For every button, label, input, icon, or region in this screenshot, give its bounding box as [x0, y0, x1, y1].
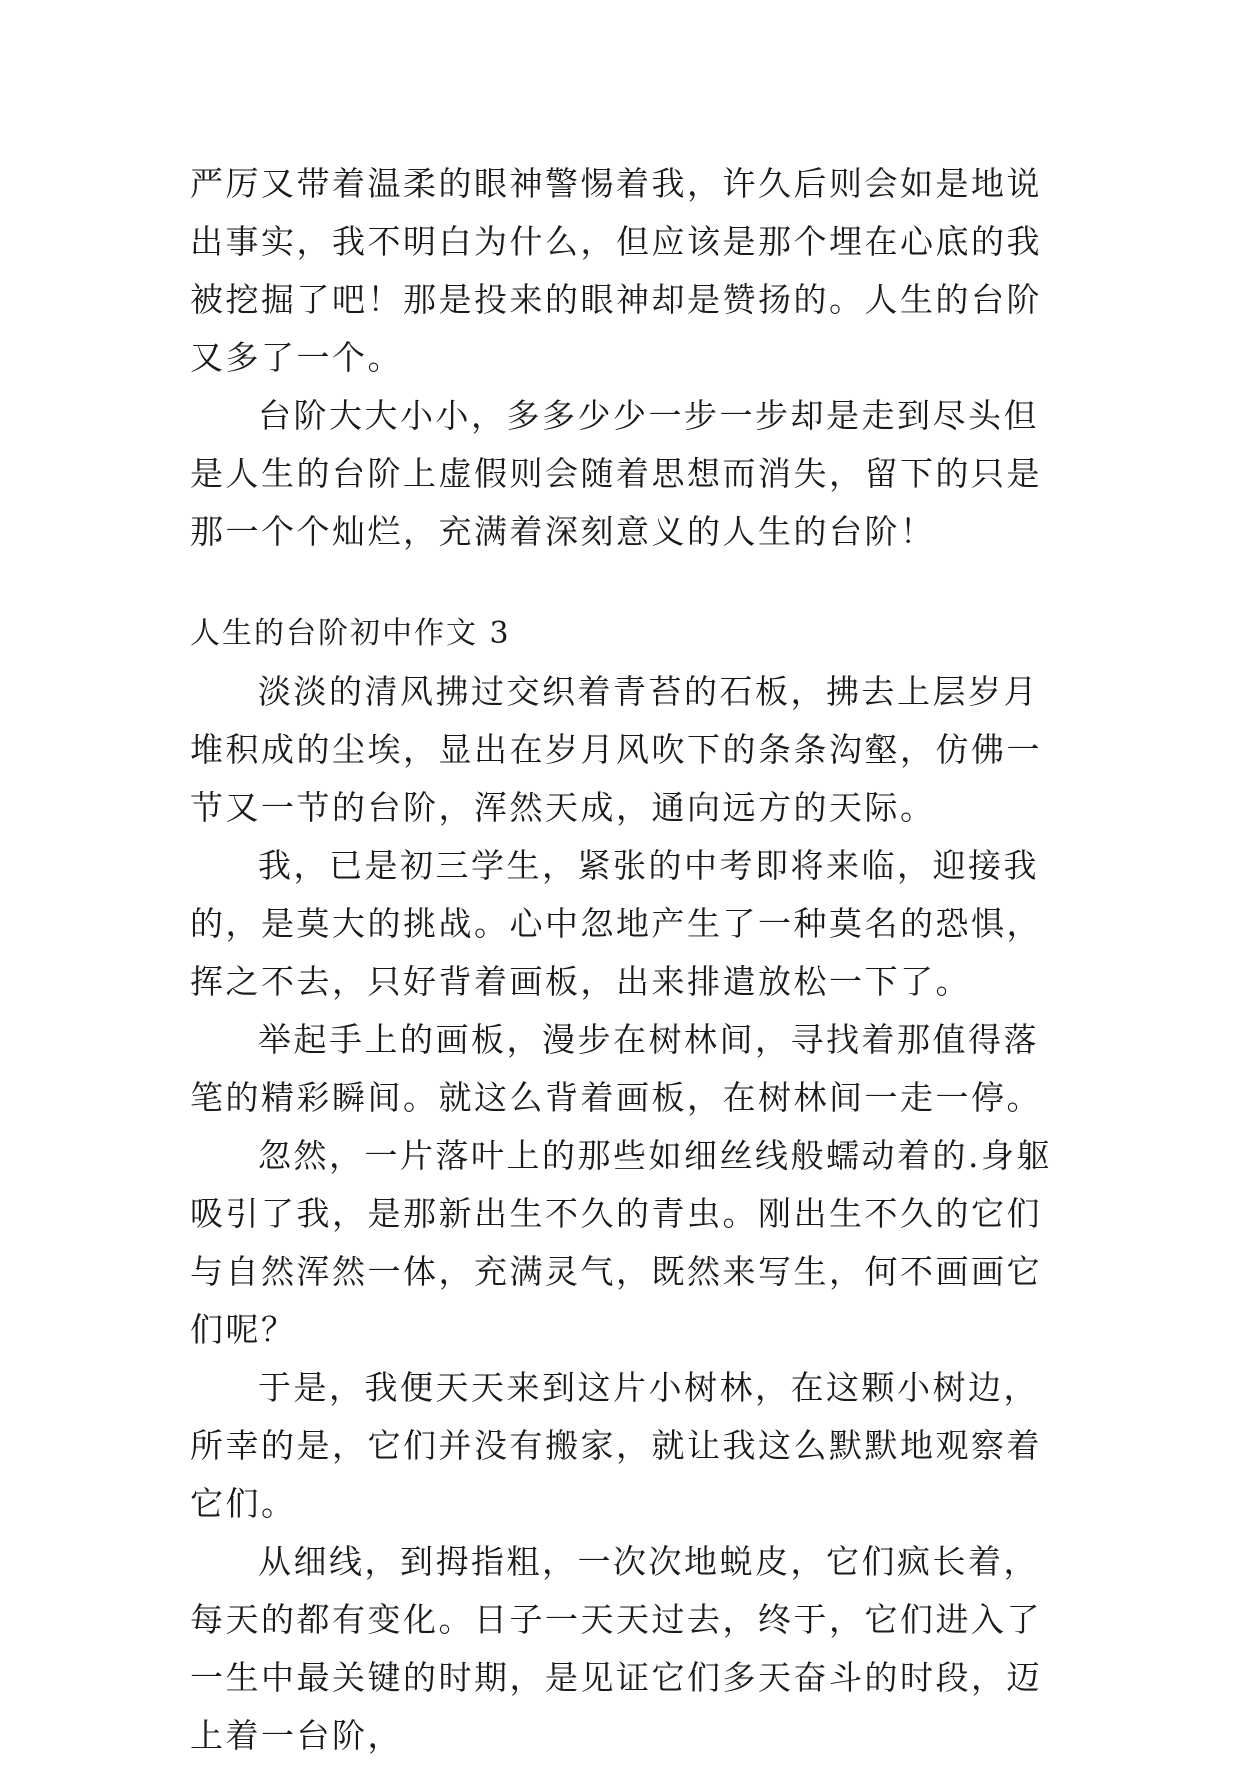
- paragraph: 我，已是初三学生，紧张的中考即将来临，迎接我的，是莫大的挑战。心中忽地产生了一种莫名的恐惧，挥之不去，只好背着画板，出来排遣放松一下了。: [190, 846, 1042, 1001]
- section-title: 人生的台阶初中作文 3: [190, 616, 511, 651]
- paragraph: 忽然，一片落叶上的那些如细丝线般蠕动着的.身躯吸引了我，是那新出生不久的青虫。刚出生不久的它们与自然浑然一体，充满灵气，既然来写生，何不画画它们呢？: [190, 1136, 1052, 1349]
- paragraph: 于是，我便天天来到这片小树林，在这颗小树边，所幸的是，它们并没有搬家，就让我这么默默地观察着它们。: [190, 1368, 1042, 1523]
- paragraph: 淡淡的清风拂过交织着青苔的石板，拂去上层岁月堆积成的尘埃，显出在岁月风吹下的条条沟壑，仿佛一节又一节的台阶，浑然天成，通向远方的天际。: [190, 672, 1042, 827]
- paragraph-continued: 严厉又带着温柔的眼神警惕着我，许久后则会如是地说出事实，我不明白为什么，但应该是那个埋在心底的我被挖掘了吧！那是投来的眼神却是赞扬的。人生的台阶又多了一个。: [190, 164, 1042, 377]
- document-body: [190, 155, 1070, 1765]
- paragraph: 台阶大大小小，多多少少一步一步却是走到尽头但是人生的台阶上虚假则会随着思想而消失，留下的只是那一个个灿烂，充满着深刻意义的人生的台阶！: [190, 396, 1042, 551]
- paragraph: 从细线，到拇指粗，一次次地蜕皮，它们疯长着，每天的都有变化。日子一天天过去，终于，它们进入了一生中最关键的时期，是见证它们多天奋斗的时段，迈上着一台阶，: [190, 1542, 1042, 1755]
- section-spacer: [190, 561, 1070, 605]
- paragraph: 举起手上的画板，漫步在树林间，寻找着那值得落笔的精彩瞬间。就这么背着画板，在树林间一走一停。: [190, 1020, 1042, 1117]
